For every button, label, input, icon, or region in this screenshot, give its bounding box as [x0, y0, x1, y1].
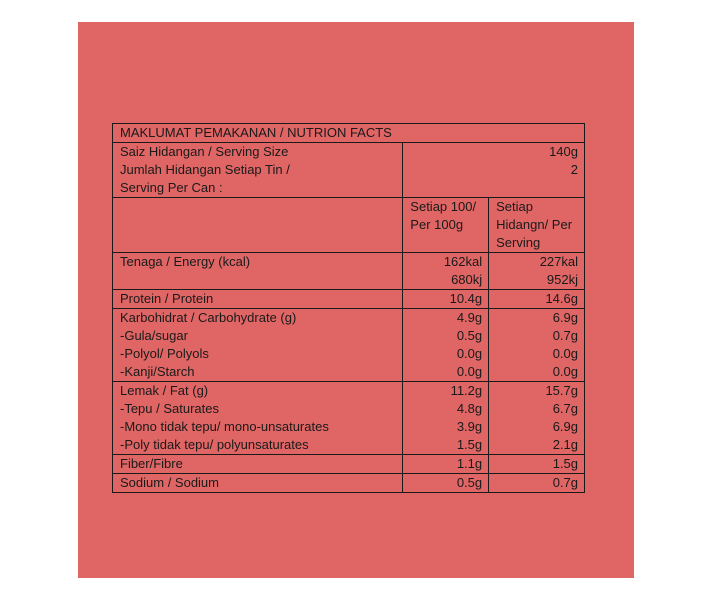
energy-row	[113, 253, 585, 290]
serving-row	[113, 143, 585, 198]
monounsaturates-per-100-value: 3.9g	[456, 419, 483, 434]
carbohydrate-label: Karbohidrat / Carbohydrate (g)	[120, 310, 297, 325]
header-blank	[113, 198, 403, 253]
polyunsaturates-per-100-value: 1.5g	[456, 437, 483, 452]
polyols-serving-value: 0.0g	[552, 346, 578, 361]
polyunsaturates-serving-value: 2.1g	[552, 437, 578, 452]
starch-per-100-value: 0.0g	[456, 364, 483, 379]
starch-label: -Kanji/Starch	[120, 364, 195, 379]
polyols-per-100-value: 0.0g	[456, 346, 483, 361]
header-per-100-line-2: Per 100g	[410, 217, 464, 232]
fibre-per-100: 1.1g	[403, 455, 489, 474]
fat-per-100-value: 11.2g	[450, 383, 483, 398]
sugar-per-100-value: 0.5g	[456, 328, 483, 343]
carbohydrate-per-100-value: 4.9g	[456, 310, 483, 325]
header-per-100	[403, 198, 489, 253]
carbohydrate-serving-value: 6.9g	[552, 310, 578, 325]
energy-per-serving	[489, 253, 585, 290]
fat-per-100	[403, 382, 489, 455]
header-per-serving-line-2: Hidangn/ Per	[496, 217, 573, 232]
sugar-label: -Gula/sugar	[120, 328, 188, 343]
servings-per-can-label-1: Jumlah Hidangan Setiap Tin /	[120, 162, 290, 177]
fat-labels	[113, 382, 403, 455]
energy-per-100	[403, 253, 489, 290]
protein-label: Protein / Protein	[113, 290, 403, 309]
saturates-serving-value: 6.7g	[552, 401, 578, 416]
servings-per-can-value: 2	[570, 162, 578, 177]
fat-serving-value: 15.7g	[545, 383, 578, 398]
fat-row	[113, 382, 585, 455]
carbohydrate-labels	[113, 309, 403, 382]
sodium-per-serving: 0.7g	[489, 474, 585, 493]
column-header-row	[113, 198, 585, 253]
sugar-serving-value: 0.7g	[552, 328, 578, 343]
fibre-label: Fiber/Fibre	[113, 455, 403, 474]
fibre-row	[113, 455, 585, 474]
header-per-100-line-1: Setiap 100/	[410, 199, 477, 214]
header-per-serving-line-1: Setiap	[496, 199, 534, 214]
monounsaturates-label: -Mono tidak tepu/ mono-unsaturates	[120, 419, 329, 434]
sodium-per-100: 0.5g	[403, 474, 489, 493]
energy-serving-kj: 952kj	[546, 272, 578, 287]
energy-serving-kcal: 227kal	[539, 254, 578, 269]
saturates-label: -Tepu / Saturates	[120, 401, 219, 416]
serving-size-label: Saiz Hidangan / Serving Size	[120, 144, 289, 159]
serving-values	[403, 143, 585, 198]
servings-per-can-label-2: Serving Per Can :	[120, 180, 223, 195]
fat-per-serving	[489, 382, 585, 455]
fibre-per-serving: 1.5g	[489, 455, 585, 474]
carbohydrate-row	[113, 309, 585, 382]
carbohydrate-per-100	[403, 309, 489, 382]
polyols-label: -Polyol/ Polyols	[120, 346, 209, 361]
sodium-row	[113, 474, 585, 493]
polyunsaturates-label: -Poly tidak tepu/ polyunsaturates	[120, 437, 309, 452]
energy-per-100-kj: 680kj	[451, 272, 483, 287]
fat-label: Lemak / Fat (g)	[120, 383, 209, 398]
monounsaturates-serving-value: 6.9g	[552, 419, 578, 434]
header-per-serving-line-3: Serving	[496, 235, 541, 250]
saturates-per-100-value: 4.8g	[456, 401, 483, 416]
nutrition-panel	[78, 22, 634, 578]
energy-label: Tenaga / Energy (kcal)	[113, 253, 403, 290]
energy-per-100-kcal: 162kal	[443, 254, 483, 269]
serving-size-value: 140g	[549, 144, 578, 159]
starch-serving-value: 0.0g	[552, 364, 578, 379]
carbohydrate-per-serving	[489, 309, 585, 382]
title-row	[113, 124, 585, 143]
protein-row	[113, 290, 585, 309]
sodium-label: Sodium / Sodium	[113, 474, 403, 493]
nutrition-facts-table	[112, 123, 585, 493]
table-title: MAKLUMAT PEMAKANAN / NUTRION FACTS	[113, 124, 585, 143]
header-per-serving	[489, 198, 585, 253]
protein-per-serving: 14.6g	[489, 290, 585, 309]
protein-per-100: 10.4g	[403, 290, 489, 309]
serving-labels	[113, 143, 403, 198]
